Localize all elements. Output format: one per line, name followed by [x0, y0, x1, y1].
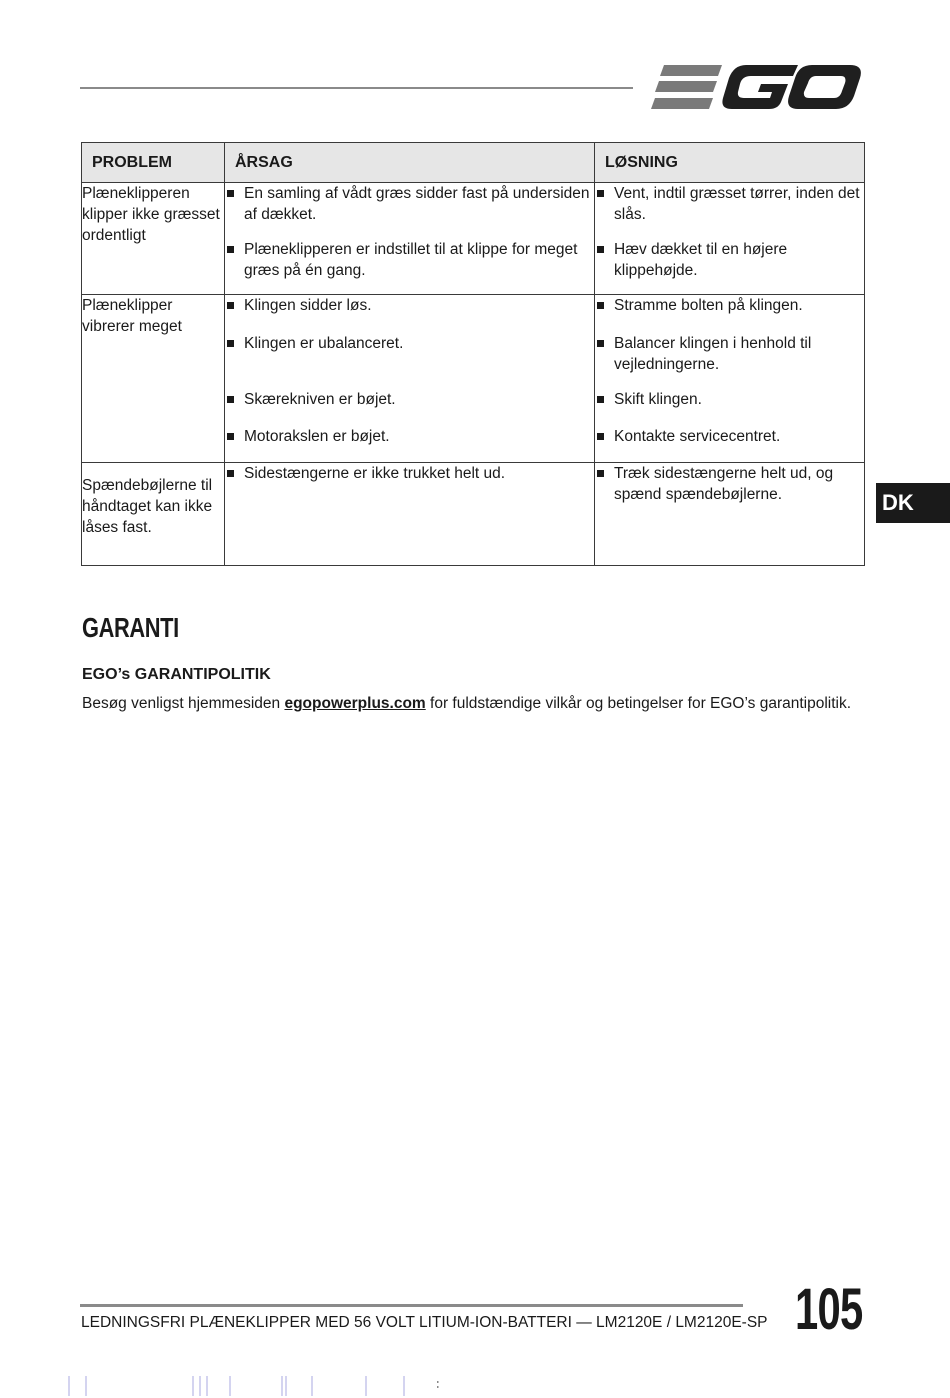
cause-cell	[225, 295, 595, 463]
table-row	[82, 183, 865, 295]
solution-cell	[595, 295, 865, 463]
solution-item: Vent, indtil græsset tørrer, inden det slås.	[595, 183, 864, 239]
problem-cell: Plæneklipper vibrerer meget	[82, 295, 225, 463]
cause-item: Klingen er ubalanceret.	[225, 333, 594, 389]
cause-item: Skærekniven er bøjet.	[225, 389, 594, 426]
warranty-text-after: for fuldstændige vilkår og betingelser for EGO’s garantipolitik.	[425, 695, 852, 712]
cause-item: Motorakslen er bøjet.	[225, 426, 594, 447]
ego-logo	[650, 62, 862, 112]
cause-item: Klingen sidder løs.	[225, 295, 594, 333]
header-problem: PROBLEM	[82, 143, 225, 183]
cause-item: Sidestængerne er ikke trukket helt ud.	[225, 463, 594, 484]
cause-cell	[225, 183, 595, 295]
solution-item: Stramme bolten på klingen.	[595, 295, 864, 333]
header-cause: ÅRSAG	[225, 143, 595, 183]
table-header-row	[82, 143, 865, 183]
warranty-link[interactable]: egopowerplus.com	[284, 695, 426, 712]
solution-item: Skift klingen.	[595, 389, 864, 426]
problem-cell: Plæneklipperen klipper ikke græsset ordentligt	[82, 183, 225, 295]
print-marks	[0, 1374, 950, 1398]
footer-title: LEDNINGSFRI PLÆNEKLIPPER MED 56 VOLT LITIUM-ION-BATTERI — LM2120E / LM2120E-SP	[81, 1314, 768, 1331]
warranty-title: GARANTI	[82, 612, 179, 643]
warranty-text-before: Besøg venligst hjemmesiden	[82, 695, 285, 712]
solution-cell	[595, 183, 865, 295]
header-rule	[80, 87, 633, 89]
solution-item: Balancer klingen i henhold til vejledningerne.	[595, 333, 864, 389]
solution-item: Kontakte servicecentret.	[595, 426, 864, 447]
header-solution: LØSNING	[595, 143, 865, 183]
solution-item: Træk sidestængerne helt ud, og spænd spændebøjlerne.	[595, 463, 864, 505]
troubleshooting-table	[81, 142, 865, 566]
footer-rule	[80, 1304, 743, 1307]
solution-item: Hæv dækket til en højere klippehøjde.	[595, 239, 864, 281]
cause-item: En samling af vådt græs sidder fast på undersiden af dækket.	[225, 183, 594, 239]
problem-cell: Spændebøjlerne til håndtaget kan ikke låses fast.	[82, 463, 225, 566]
table-row	[82, 463, 865, 566]
warranty-subtitle: EGO’s GARANTIPOLITIK	[82, 666, 271, 683]
language-tab: DK	[876, 483, 950, 523]
table-row	[82, 295, 865, 463]
cause-cell	[225, 463, 595, 566]
page-number: 105	[795, 1277, 863, 1342]
cause-item: Plæneklipperen er indstillet til at klippe for meget græs på én gang.	[225, 239, 594, 281]
solution-cell	[595, 463, 865, 566]
warranty-paragraph	[82, 695, 851, 713]
